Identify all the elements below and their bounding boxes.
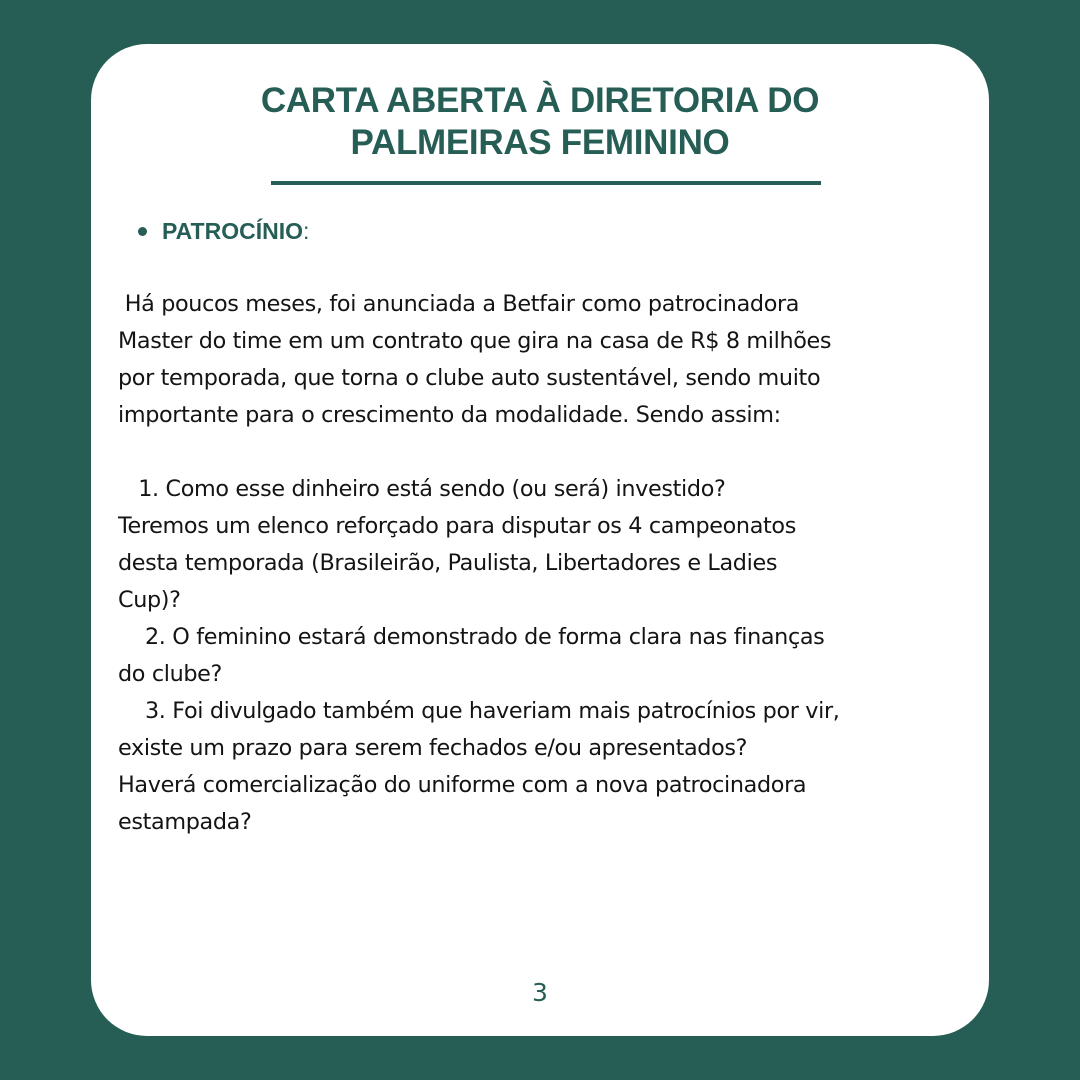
body-line: Master do time em um contrato que gira na casa de R$ 8 milhões [118, 328, 832, 354]
letter-body [118, 286, 968, 841]
body-line: desta temporada (Brasileirão, Paulista, Libertadores e Ladies [118, 550, 778, 576]
section-colon: : [302, 217, 310, 244]
body-line: por temporada, que torna o clube auto sustentável, sendo muito [118, 365, 821, 391]
body-line: Cup)? [118, 587, 181, 613]
body-line: estampada? [118, 809, 252, 835]
section-heading [138, 215, 309, 247]
title-underline-divider [271, 181, 821, 185]
page-number: 3 [532, 978, 548, 1007]
body-line: Há poucos meses, foi anunciada a Betfair como patrocinadora [118, 291, 800, 317]
page-title [0, 80, 1080, 164]
bullet-icon [138, 227, 147, 236]
body-line: Teremos um elenco reforçado para disputar os 4 campeonatos [118, 513, 796, 539]
body-line-blank [118, 434, 968, 471]
body-line: Haverá comercialização do uniforme com a nova patrocinadora [118, 772, 807, 798]
body-line: 1. Como esse dinheiro está sendo (ou será) investido? [118, 476, 726, 502]
body-line: do clube? [118, 661, 223, 687]
body-line: 2. O feminino estará demonstrado de forma clara nas finanças [118, 624, 825, 650]
body-line: importante para o crescimento da modalidade. Sendo assim: [118, 402, 781, 428]
title-line-2: PALMEIRAS FEMININO [350, 123, 730, 162]
title-line-1: CARTA ABERTA À DIRETORIA DO [260, 81, 820, 120]
section-label: PATROCÍNIO [162, 217, 303, 244]
body-line: 3. Foi divulgado também que haveriam mais patrocínios por vir, [118, 698, 840, 724]
body-line: existe um prazo para serem fechados e/ou apresentados? [118, 735, 748, 761]
